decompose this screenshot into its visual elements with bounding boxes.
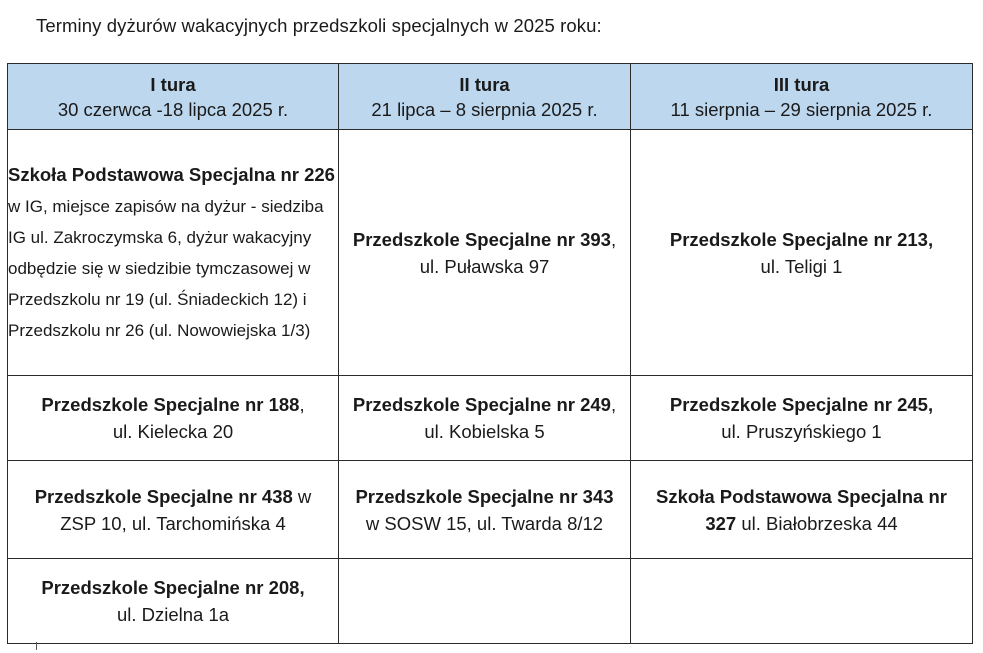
- cell-sep: ,: [299, 394, 305, 415]
- cell-bold: Szkoła Podstawowa Specjalna nr 226: [8, 164, 335, 185]
- tura-dates: 30 czerwca -18 lipca 2025 r.: [57, 98, 289, 120]
- tura-name: I tura: [150, 73, 196, 95]
- page-edge-mark: [36, 642, 37, 650]
- tura-name: III tura: [773, 73, 830, 95]
- cell-text: ul. Białobrzeska 44: [736, 512, 898, 534]
- tura-dates: 11 sierpnia – 29 sierpnia 2025 r.: [670, 98, 933, 120]
- cell-bold: Przedszkole Specjalne nr 249: [352, 394, 611, 415]
- cell-bold: 327: [705, 512, 737, 534]
- table-cell: [339, 461, 631, 559]
- table-row: [8, 461, 973, 559]
- cell-text: ul. Puławska 97: [419, 255, 550, 277]
- cell-text: ul. Teligi 1: [760, 255, 843, 277]
- cell-text: ul. Dzielna 1a: [116, 604, 230, 625]
- cell-bold: Przedszkole Specjalne nr 393: [352, 228, 611, 250]
- schedule-table: [7, 63, 973, 644]
- cell-text: w IG, miejsce zapisów na dyżur - siedziba IG ul. Zakroczymska 6, dyżur wakacyjny odbędzie się w siedzibie tymczasowej w Przedszkolu nr 19 (ul. Śniadeckich 12) i Przedszkolu nr 26 (ul. Nowowiejska 1/3): [8, 197, 324, 340]
- table-cell: [631, 461, 973, 559]
- page-title: Terminy dyżurów wakacyjnych przedszkoli specjalnych w 2025 roku:: [36, 15, 602, 36]
- tura-name: II tura: [459, 73, 510, 95]
- cell-bold: Przedszkole Specjalne nr 213,: [669, 228, 934, 250]
- cell-text: ul. Pruszyńskiego 1: [721, 421, 882, 442]
- tura-dates: 21 lipca – 8 sierpnia 2025 r.: [371, 98, 598, 120]
- table-cell: [339, 376, 631, 461]
- table-cell: [8, 376, 339, 461]
- header-tura-1: [8, 64, 339, 130]
- cell-text: ul. Kobielska 5: [424, 421, 545, 442]
- table-row: [8, 559, 973, 644]
- cell-text: ul. Kielecka 20: [112, 421, 234, 442]
- cell-bold: Przedszkole Specjalne nr 343: [355, 485, 614, 507]
- cell-text: ZSP 10, ul. Tarchomińska 4: [60, 512, 286, 534]
- table-cell: [8, 559, 339, 644]
- table-row: [8, 130, 973, 376]
- cell-bold: Przedszkole Specjalne nr 208,: [41, 577, 305, 598]
- header-row: [8, 64, 973, 130]
- table-cell-empty: [339, 559, 631, 644]
- table-row: [8, 376, 973, 461]
- table-cell: [8, 130, 339, 376]
- table-cell: [339, 130, 631, 376]
- cell-sep: ,: [610, 394, 617, 415]
- table-cell: [8, 461, 339, 559]
- cell-bold: Przedszkole Specjalne nr 188: [41, 394, 300, 415]
- cell-bold: Przedszkole Specjalne nr 438: [34, 485, 293, 507]
- cell-sep: ,: [610, 228, 617, 250]
- cell-bold: Szkoła Podstawowa Specjalna nr: [656, 485, 947, 507]
- header-tura-3: [631, 64, 973, 130]
- table-cell: [631, 376, 973, 461]
- table-cell-empty: [631, 559, 973, 644]
- header-tura-2: [339, 64, 631, 130]
- cell-bold: Przedszkole Specjalne nr 245,: [669, 394, 934, 415]
- cell-sep: w: [292, 485, 312, 507]
- cell-text: w SOSW 15, ul. Twarda 8/12: [365, 512, 604, 534]
- table-cell: [631, 130, 973, 376]
